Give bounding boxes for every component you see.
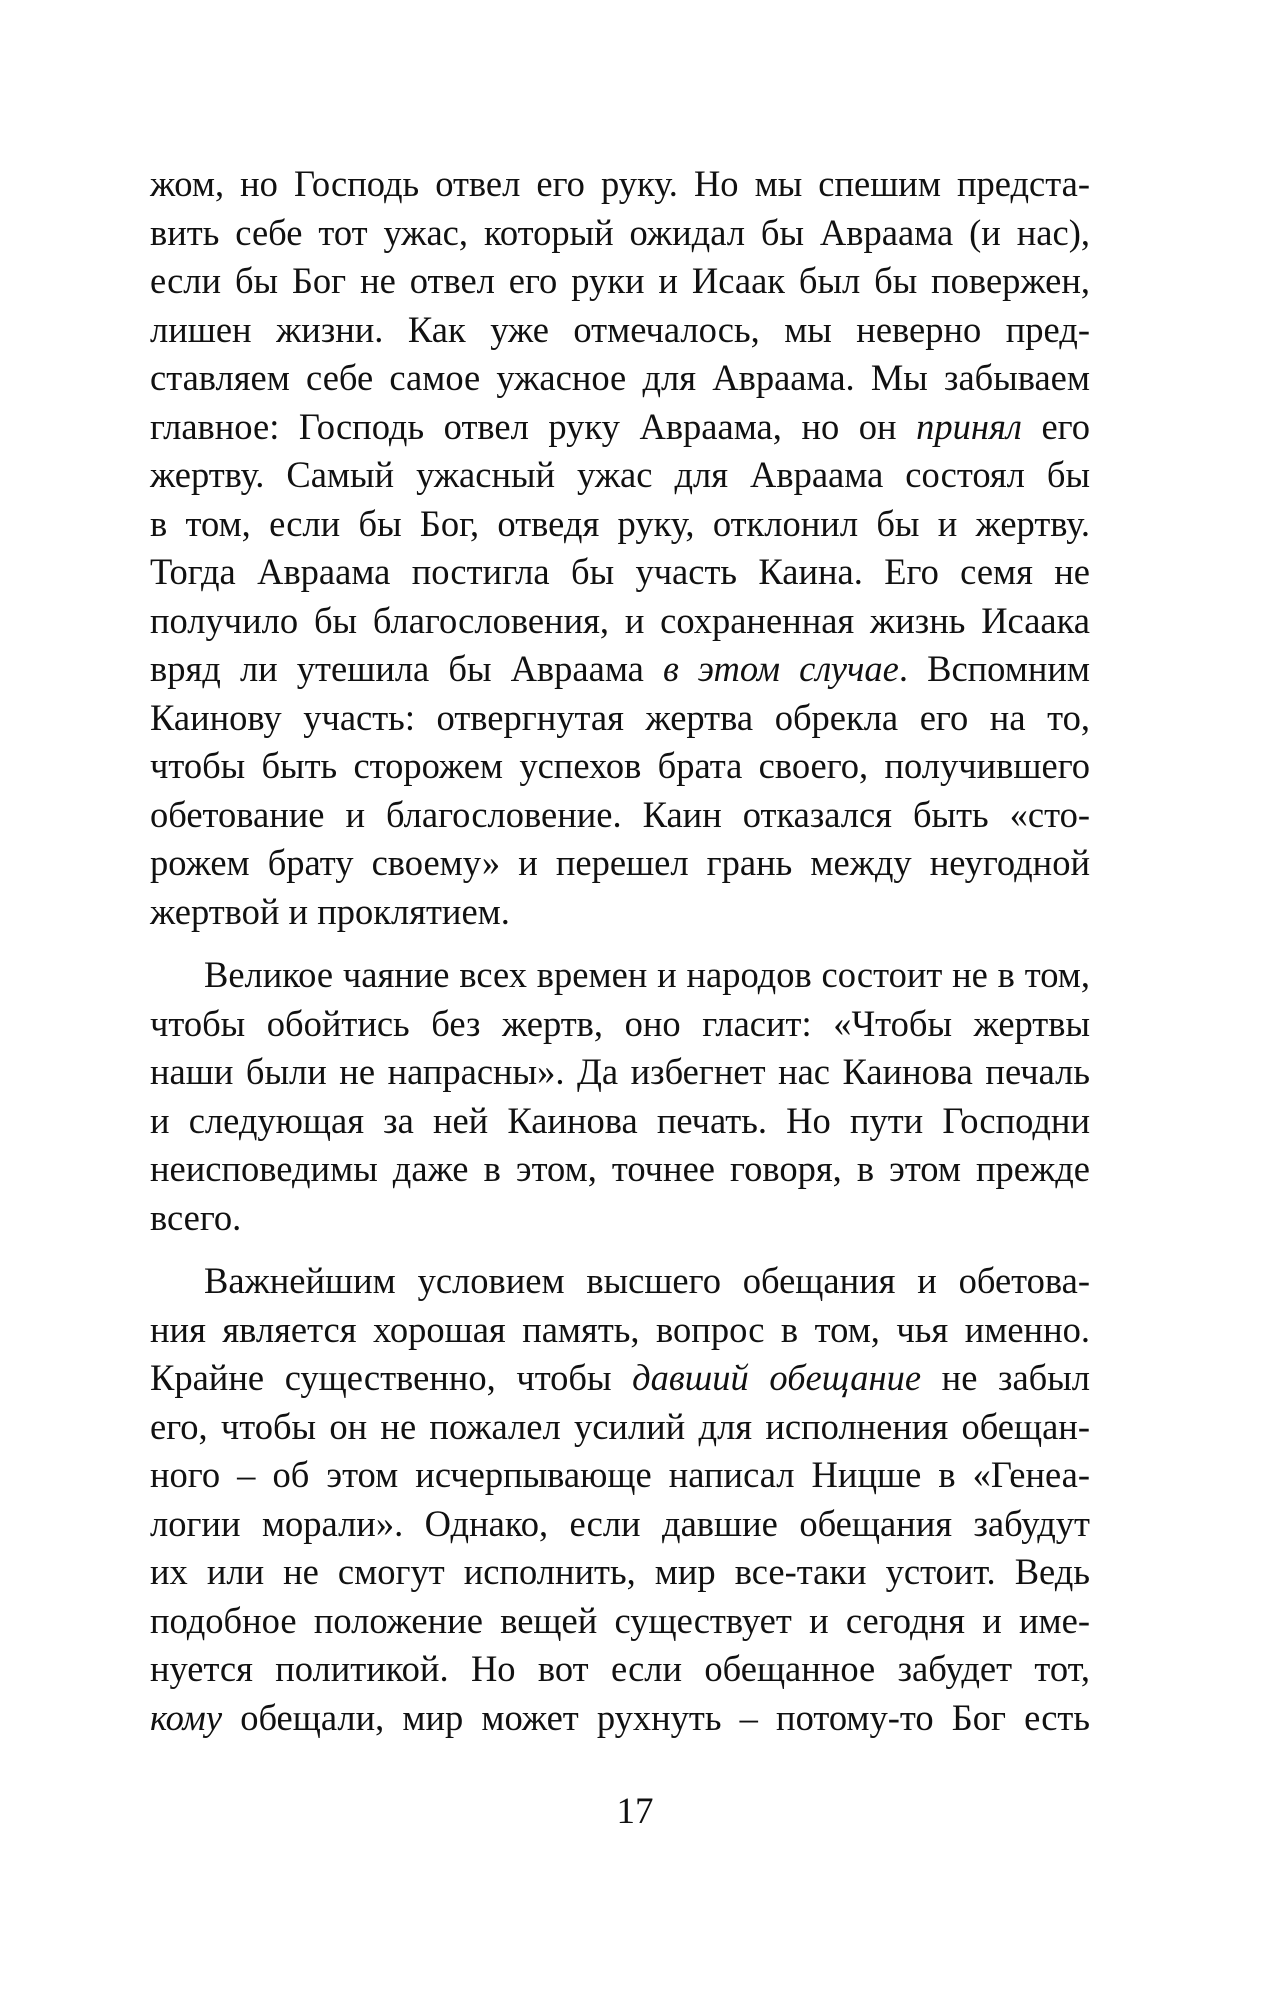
text-line: логии морали». Однако, если давшие обещания забудут xyxy=(150,1502,1090,1544)
italic-text: давший обещание xyxy=(632,1357,922,1398)
italic-text: принял xyxy=(916,405,1022,447)
text-line: если бы Бог не отвел его руки и Исаак был бы повержен, xyxy=(150,260,1090,301)
text-span: его xyxy=(1021,405,1090,447)
text-span: . Вспомним xyxy=(898,648,1091,689)
text-line xyxy=(150,1694,1090,1743)
text-span: обещали, мир может рухнуть – потому-то Бог есть xyxy=(222,1696,1090,1738)
text-line xyxy=(150,645,1090,694)
italic-text: кому xyxy=(150,1696,223,1738)
text-line: ния является хорошая память, вопрос в том, чья именно. xyxy=(150,1308,1090,1350)
text-span: не забыл xyxy=(921,1357,1090,1398)
text-line: Великое чаяние всех времен и народов состоит не в том, xyxy=(204,954,1090,995)
text-line: чтобы быть сторожем успехов брата своего, получившего xyxy=(150,745,1090,786)
text-line: ставляем себе самое ужасное для Авраама. Мы забываем xyxy=(150,357,1090,398)
text-line: неисповедимы даже в этом, точнее говоря, в этом прежде xyxy=(150,1148,1090,1189)
text-span: главное: Господь отвел руку Авраама, но он xyxy=(150,405,917,447)
text-span: Крайне существенно, чтобы xyxy=(150,1357,633,1398)
text-line: жертву. Самый ужасный ужас для Авраама состоял бы xyxy=(150,454,1090,495)
text-line: чтобы обойтись без жертв, оно гласит: «Чтобы жертвы xyxy=(150,1002,1090,1044)
italic-text: в этом случае xyxy=(662,648,899,689)
text-line: вить себе тот ужас, который ожидал бы Авраама (и нас), xyxy=(150,211,1090,253)
text-line: его, чтобы он не пожалел усилий для исполнения обещан- xyxy=(150,1405,1090,1447)
text-line: всего. xyxy=(150,1196,242,1238)
text-line: лишен жизни. Как уже отмечалось, мы неверно пред- xyxy=(150,308,1090,350)
text-line: ного – об этом исчерпывающе написал Ницше в «Генеа- xyxy=(150,1454,1090,1495)
text-line: жертвой и проклятием. xyxy=(150,890,510,932)
body-text xyxy=(150,160,1090,1742)
text-line xyxy=(150,1354,1090,1403)
page-number: 17 xyxy=(616,1791,654,1832)
text-line: подобное положение вещей существует и сегодня и име- xyxy=(150,1599,1090,1641)
text-line: Тогда Авраама постигла бы участь Каина. Его семя не xyxy=(150,551,1090,592)
text-line: в том, если бы Бог, отведя руку, отклонил бы и жертву. xyxy=(150,502,1090,544)
text-line: наши были не напрасны». Да избегнет нас Каинова печаль xyxy=(150,1051,1090,1092)
text-line: жом, но Господь отвел его руку. Но мы спешим предста- xyxy=(150,163,1090,204)
text-line: обетование и благословение. Каин отказался быть «сто- xyxy=(150,793,1090,835)
text-line: Важнейшим условием высшего обещания и обетова- xyxy=(204,1260,1090,1301)
text-line: и следующая за ней Каинова печать. Но пути Господни xyxy=(150,1099,1090,1141)
text-line: получило бы благословения, и сохраненная жизнь Исаака xyxy=(150,599,1090,641)
text-line: Каинову участь: отвергнутая жертва обрекла его на то, xyxy=(150,696,1090,738)
text-line: нуется политикой. Но вот если обещанное забудет тот, xyxy=(150,1648,1090,1689)
text-span: вряд ли утешила бы Авраама xyxy=(150,648,663,689)
text-line xyxy=(150,403,1090,452)
text-line: рожем брату своему» и перешел грань между неугодной xyxy=(150,842,1090,883)
text-line: их или не смогут исполнить, мир все-таки устоит. Ведь xyxy=(150,1551,1090,1592)
